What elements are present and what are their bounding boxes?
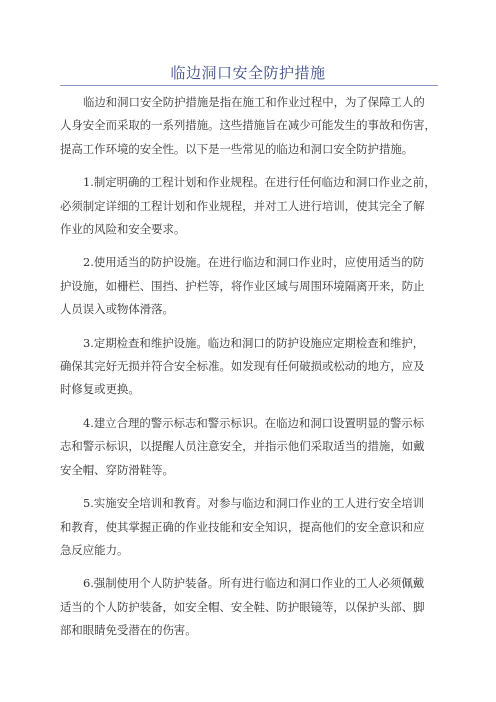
- document-body: [60, 91, 440, 653]
- paragraph-line: 必须制定详细的工程计划和作业规程，并对工人进行培训，使其完全了解: [60, 198, 425, 213]
- paragraph-line: 5.实施安全培训和教育。对参与临边和洞口作业的工人进行安全培训: [83, 496, 425, 511]
- title-underline: [60, 85, 438, 86]
- paragraph-line: 4.建立合理的警示标志和警示标识。在临边和洞口设置明显的警示标: [83, 415, 425, 430]
- paragraph-line: 时修复或更换。: [60, 382, 140, 397]
- paragraph-item-1: [60, 171, 440, 241]
- paragraph-item-5: [60, 492, 440, 562]
- paragraph-line: 提高工作环境的安全性。以下是一些常见的临边和洞口安全防护措施。: [60, 141, 414, 156]
- paragraph-line: 护设施，如栅栏、围挡、护栏等，将作业区域与周围环境隔离开来，防止: [60, 278, 425, 293]
- paragraph-line: 1.制定明确的工程计划和作业规程。在进行任何临边和洞口作业之前，: [83, 175, 436, 190]
- paragraph-item-3: [60, 332, 440, 402]
- paragraph-item-2: [60, 251, 440, 321]
- paragraph-line: 3.定期检查和维护设施。临边和洞口的防护设施应定期检查和维护，: [83, 335, 425, 350]
- paragraph-item-6: [60, 572, 440, 642]
- paragraph-line: 志和警示标识，以提醒人员注意安全，并指示他们采取适当的措施，如戴: [60, 439, 425, 454]
- paragraph-line: 适当的个人防护装备，如安全帽、安全鞋、防护眼镜等，以保护头部、脚: [60, 599, 425, 614]
- paragraph-line: 2.使用适当的防护设施。在进行临边和洞口作业时，应使用适当的防: [83, 255, 425, 270]
- paragraph-line: 人员误入或物体滑落。: [60, 302, 174, 317]
- paragraph-line: 急反应能力。: [60, 542, 129, 557]
- paragraph-line: 和教育，使其掌握正确的作业技能和安全知识，提高他们的安全意识和应: [60, 519, 425, 534]
- paragraph-line: 临边和洞口安全防护措施是指在施工和作业过程中，为了保障工人的: [83, 95, 425, 109]
- paragraph-line: 6.强制使用个人防护装备。所有进行临边和洞口作业的工人必须佩戴: [83, 576, 425, 591]
- document-title: 临边洞口安全防护措施: [170, 64, 326, 82]
- paragraph-line: 确保其完好无损并符合安全标准。如发现有任何破损或松动的地方，应及: [60, 359, 425, 374]
- paragraph-line: 人身安全而采取的一系列措施。这些措施旨在减少可能发生的事故和伤害，: [60, 118, 436, 133]
- paragraph-line: 部和眼睛免受潜在的伤害。: [60, 623, 197, 638]
- paragraph-item-4: [60, 412, 440, 482]
- paragraph-intro: [60, 91, 440, 161]
- paragraph-line: 安全帽、穿防滑鞋等。: [60, 462, 174, 477]
- paragraph-line: 作业的风险和安全要求。: [60, 222, 186, 237]
